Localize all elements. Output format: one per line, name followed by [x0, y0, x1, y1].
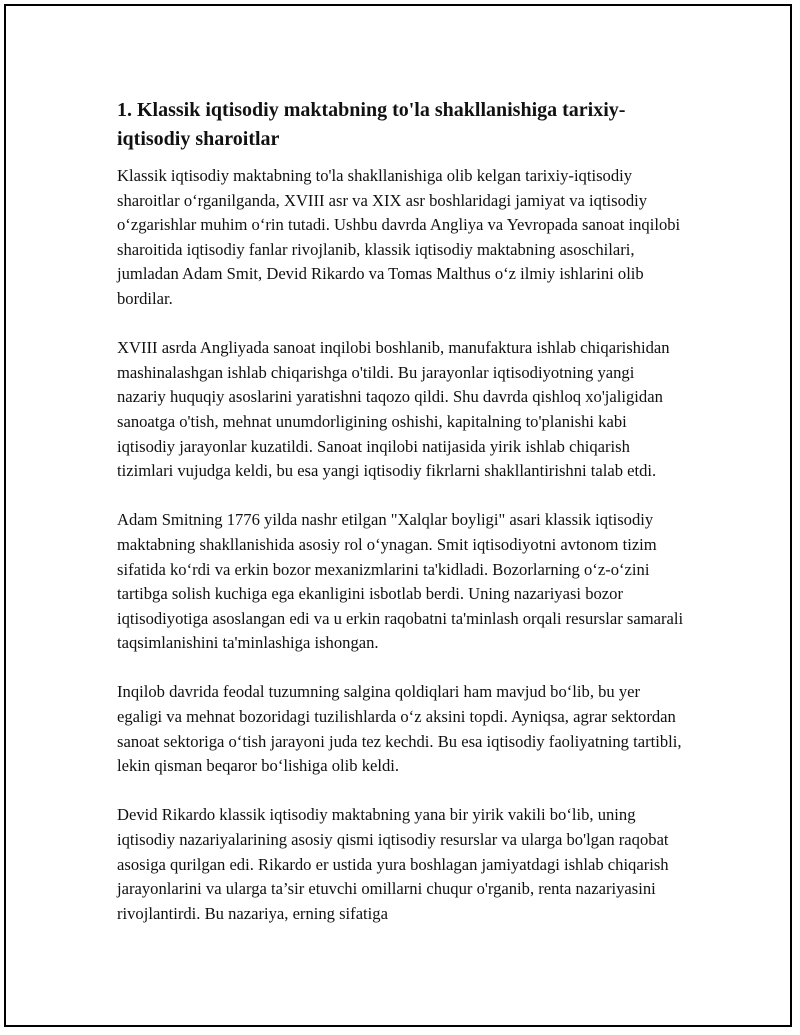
section-heading: 1. Klassik iqtisodiy maktabning to'la shakllanishiga tarixiy-iqtisodiy sharoitlar — [117, 99, 626, 150]
paragraph-2: XVIII asrda Angliyada sanoat inqilobi boshlanib, manufaktura ishlab chiqarishidan mashinalashgan ishlab chiqarishga o'tildi. Bu jarayonlar iqtisodiyotning yangi nazariy huquqiy asoslarini yaratishni taqozo qildi. Shu davrda qishloq xo'jaligidan sanoatga o'tish, mehnat unumdorligining oshishi, kapitalning to'planishi kabi iqtisodiy jarayonlar kuzatildi. Sanoat inqilobi natijasida yirik ishlab chiqarish tizimlari vujudga keldi, bu esa yangi iqtisodiy fikrlarni shakllantirishni talab etdi. — [117, 338, 670, 481]
document-body — [117, 96, 687, 951]
paragraph-1: Klassik iqtisodiy maktabning to'la shakllanishiga olib kelgan tarixiy-iqtisodiy sharoitlar o‘rganilganda, XVIII asr va XIX asr boshlaridagi jamiyat va iqtisodiy o‘zgarishlar muhim o‘rin tutadi. Ushbu davrda Angliya va Yevropada sanoat inqilobi sharoitida iqtisodiy fanlar rivojlanib, klassik iqtisodiy maktabning asoschilari, jumladan Adam Smit, Devid Rikardo va Tomas Malthus o‘z ilmiy ishlarini olib bordilar. — [117, 166, 681, 308]
paragraph-4: Inqilob davrida feodal tuzumning salgina qoldiqlari ham mavjud bo‘lib, bu yer egaligi va mehnat bozoridagi tuzilishlarda o‘z aksini topdi. Ayniqsa, agrar sektordan sanoat sektoriga o‘tish jarayoni juda tez kechdi. Bu esa iqtisodiy faoliyatning tartibli, lekin qisman beqaror bo‘lishiga olib keldi. — [117, 682, 682, 776]
paragraph-3: Adam Smitning 1776 yilda nashr etilgan "Xalqlar boyligi" asari klassik iqtisodiy maktabning shakllanishida asosiy rol o‘ynagan. Smit iqtisodiyotni avtonom tizim sifatida ko‘rdi va erkin bozor mexanizmlarini ta'kidladi. Bozorlarning o‘z-o‘zini tartibga solish kuchiga ega ekanligini isbotlab berdi. Uning nazariyasi bozor iqtisodiyotiga asoslangan edi va u erkin raqobatni ta'minlash orqali resurslar samarali taqsimlanishini ta'minlashiga ishongan. — [117, 510, 684, 653]
paragraph-5: Devid Rikardo klassik iqtisodiy maktabning yana bir yirik vakili bo‘lib, uning iqtisodiy nazariyalarining asosiy qismi iqtisodiy resurslar va ularga bo'lgan raqobat asosiga qurilgan edi. Rikardo er ustida yura boshlagan jamiyatdagi ishlab chiqarish jarayonlarini va ularga ta’sir etuvchi omillarni chuqur o'rganib, renta nazariyasini rivojlantirdi. Bu nazariya, erning sifatiga — [117, 805, 669, 923]
